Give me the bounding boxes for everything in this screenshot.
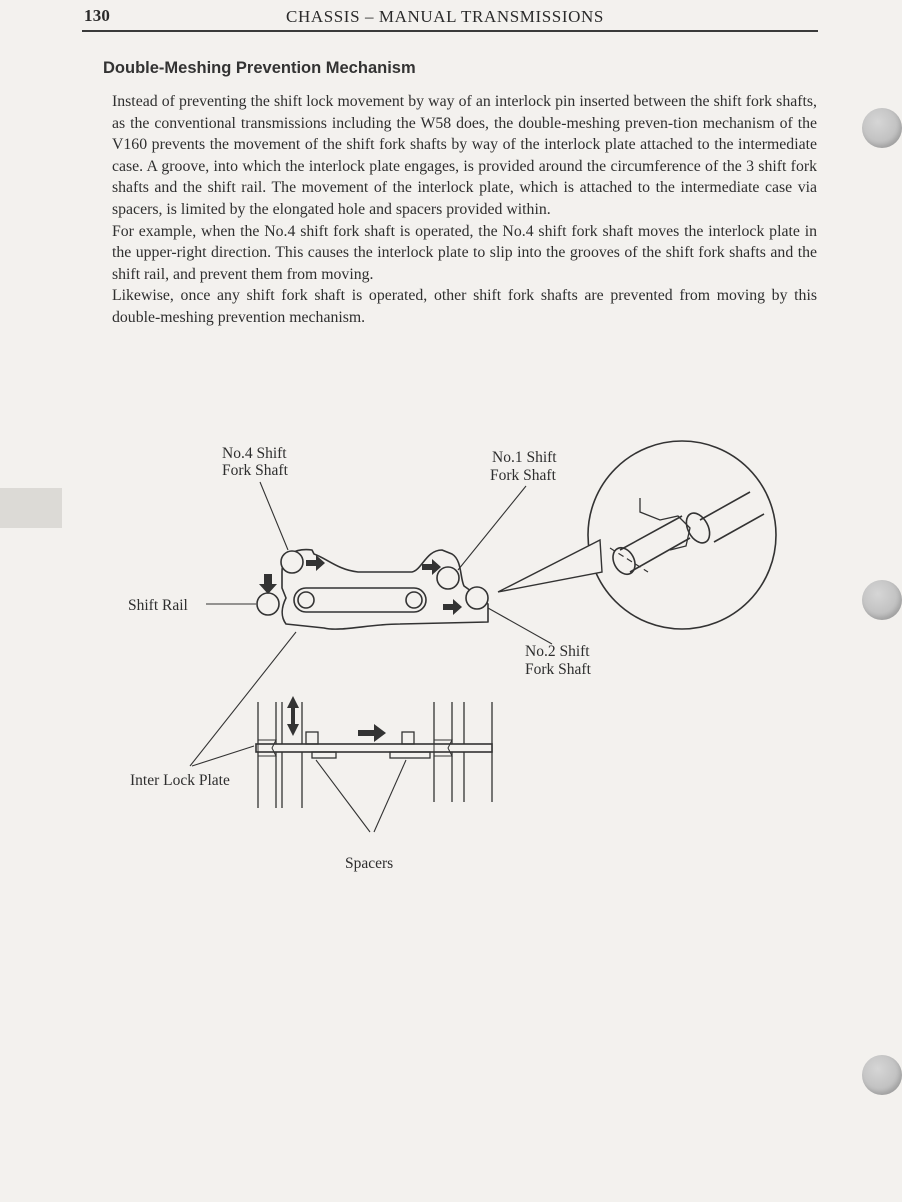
arrow-right-icon [443,599,462,615]
interlock-diagram [100,420,790,890]
arrow-updown-icon [287,696,299,736]
label-no1-line2: Fork Shaft [490,467,556,484]
label-spacers: Spacers [345,855,394,872]
binder-hole [862,580,902,620]
paragraph: For example, when the No.4 shift fork shaft is operated, the No.4 shift fork shaft moves the interlock plate in the upper-right direction. This causes the interlock plate to slip into the grooves of the shift fork shafts and the shift rail, and prevent them from moving. [112,222,817,283]
paragraph: Likewise, once any shift fork shaft is operated, other shift fork shafts are prevented from moving by this double-meshing prevention mechanism. [112,287,817,326]
no2-shaft-section [466,587,488,609]
label-interlock-plate: Inter Lock Plate [130,772,230,789]
label-no1-line1: No.1 Shift [492,449,557,466]
detail-magnifier [588,441,776,629]
section-title: Double-Meshing Prevention Mechanism [103,59,416,77]
interlock-plate-side [256,744,492,752]
binder-hole [862,1055,902,1095]
page-header-title: CHASSIS – MANUAL TRANSMISSIONS [286,7,604,26]
label-shift-rail: Shift Rail [128,597,188,614]
paragraph: Instead of preventing the shift lock movement by way of an interlock pin inserted between the shift fork shafts, as the conventional transmissions including the W58 does, the double-meshing preven-tion mechanism of the V160 prevents the movement of the shift fork shafts by way of the interlock plate attached to the intermediate case. A groove, into which the interlock plate engages, is provided around the circumference of the 3 shift fork shafts and the shift rail. The movement of the interlock plate, which is attached to the intermediate case via spacers, is limited by the elongated hole and spacers provided within. [112,93,817,218]
label-no4-line1: No.4 Shift [222,445,287,462]
body-text [112,91,817,329]
header-rule [82,30,818,32]
page-number: 130 [84,6,111,25]
label-no2-line1: No.2 Shift [525,643,590,660]
no4-shaft-section [281,551,303,573]
binder-hole [862,108,902,148]
page-edge-tab [0,488,62,528]
no1-shaft-section [437,567,459,589]
spacer [312,752,336,758]
arrow-down-icon [259,574,277,594]
label-no4-line2: Fork Shaft [222,462,288,479]
arrow-right-icon [358,724,386,742]
spacer [390,752,430,758]
shift-rail-section [257,593,279,615]
label-no2-line2: Fork Shaft [525,661,591,678]
